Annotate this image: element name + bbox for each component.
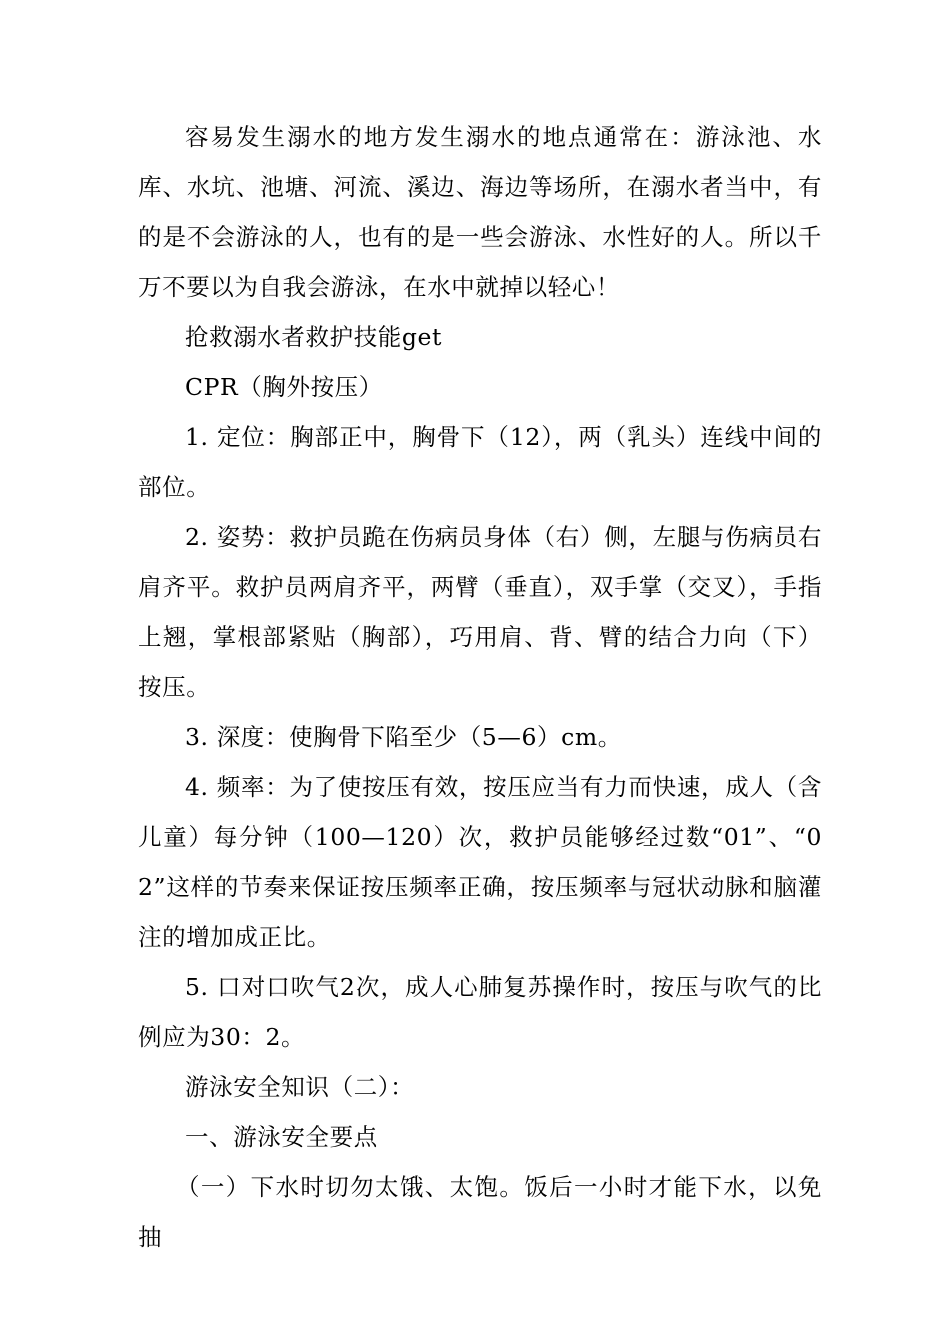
cpr-step-depth: 3. 深度：使胸骨下陷至少（5—6）cm。 (185, 723, 622, 751)
safety-point-1: （一）下水时切勿太饿、太饱。饭后一小时才能下水，以免抽 (138, 1173, 822, 1251)
heading-safety-points: 一、游泳安全要点 (185, 1123, 378, 1151)
cpr-step-breaths: 5. 口对口吹气2次，成人心肺复苏操作时，按压与吹气的比例应为30：2。 (138, 973, 822, 1051)
heading-swim-safety-2: 游泳安全知识（二）： (185, 1073, 415, 1101)
heading-rescue-skills: 抢救溺水者救护技能get (185, 323, 443, 351)
heading-cpr: CPR（胸外按压） (185, 373, 383, 401)
paragraph-drowning-places: 容易发生溺水的地方发生溺水的地点通常在：游泳池、水库、水坑、池塘、河流、溪边、海边等场所，在溺水者当中，有的是不会游泳的人，也有的是一些会游泳、水性好的人。所以千万不要以为自我会游泳，在水中就掉以轻心！ (138, 123, 822, 301)
cpr-step-posture: 2. 姿势：救护员跪在伤病员身体（右）侧，左腿与伤病员右肩齐平。救护员两肩齐平，两臂（垂直），双手掌（交叉），手指上翘，掌根部紧贴（胸部），巧用肩、背、臂的结合力向（下）按压。 (138, 523, 822, 701)
cpr-step-frequency: 4. 频率：为了使按压有效，按压应当有力而快速，成人（含儿童）每分钟（100—120）次，救护员能够经过数“01”、“02”这样的节奏来保证按压频率正确，按压频率与冠状动脉和脑灌注的增加成正比。 (138, 773, 822, 951)
cpr-step-positioning: 1. 定位：胸部正中，胸骨下（12），两（乳头）连线中间的部位。 (138, 423, 822, 501)
